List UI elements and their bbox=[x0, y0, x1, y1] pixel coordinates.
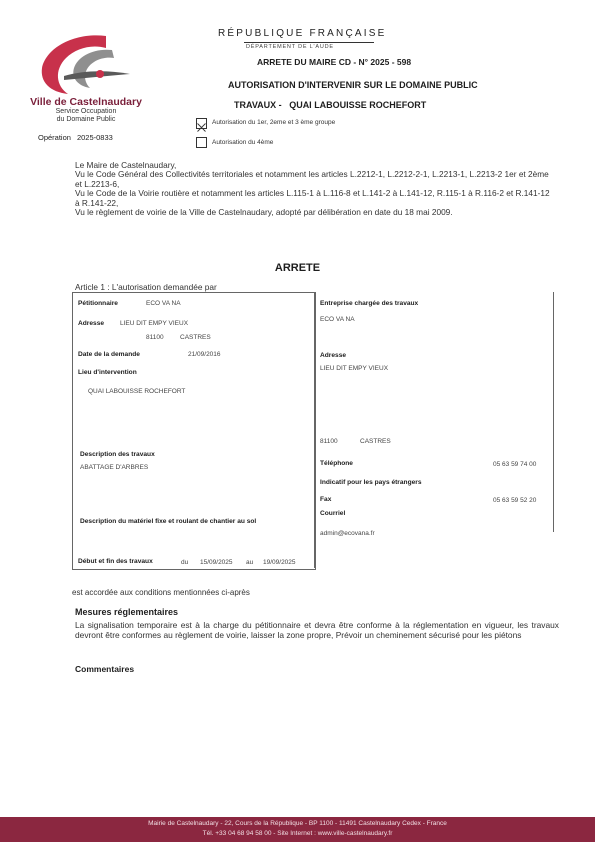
adresse-label: Adresse bbox=[78, 320, 105, 327]
date-demande-value: 21/09/2016 bbox=[188, 351, 221, 358]
check-mark-icon bbox=[197, 123, 206, 132]
accord-conditions: est accordée aux conditions mentionnées ci-après bbox=[72, 588, 250, 597]
preamble-line: Le Maire de Castelnaudary, bbox=[75, 160, 177, 170]
logo-arc-grey-icon bbox=[73, 50, 114, 88]
mesures-title: Mesures réglementaires bbox=[75, 607, 179, 617]
courriel-value: admin@ecovana.fr bbox=[320, 530, 375, 537]
telephone-value: 05 63 59 74 00 bbox=[493, 461, 537, 468]
mesures-text: La signalisation temporaire est à la charge du pétitionnaire et devra être conforme à la réglementation en vigueur, les travaux devront être conformes au règlement de voirie, laisser la zone propre, Prévoir un cheminement sécurisé pour les piétons bbox=[75, 620, 559, 640]
checkbox-groupe-4[interactable] bbox=[196, 137, 207, 148]
fax-value: 05 63 59 52 20 bbox=[493, 497, 537, 504]
republique-francaise: RÉPUBLIQUE FRANÇAISE bbox=[218, 28, 387, 39]
preamble-line: Vu le règlement de voirie de la Ville de Castelnaudary, adopté par délibération en date du 18 mai 2009. bbox=[75, 207, 453, 218]
preamble-line: Vu le Code de la Voirie routière et notamment les articles L.115-1 à L.116-8 et L.141-2 à L.141-12, R.115-1 à R.116-2 et R.141-12 à R.141-22, bbox=[75, 188, 550, 208]
dates-label: Début et fin des travaux bbox=[78, 558, 153, 565]
arrete-number: ARRETE DU MAIRE CD - N° 2025 - 598 bbox=[257, 57, 412, 67]
footer-contact: Tél. +33 04 68 94 58 00 - Site Internet : www.ville-castelnaudary.fr bbox=[202, 830, 393, 837]
footer-address: Mairie de Castelnaudary - 22, Cours de la République - BP 1100 - 11491 Castelnaudary Cedex - France bbox=[148, 820, 447, 827]
checkbox-label-groupe-4: Autorisation du 4ème bbox=[212, 139, 274, 146]
date-demande-label: Date de la demande bbox=[78, 351, 140, 358]
departement: DÉPARTEMENT DE L'AUDE bbox=[246, 44, 334, 50]
entreprise-adresse-label: Adresse bbox=[320, 352, 347, 359]
article-intro: Article 1 : L'autorisation demandée par bbox=[75, 282, 217, 292]
header-divider bbox=[244, 42, 374, 43]
courriel-label: Courriel bbox=[320, 510, 346, 517]
commentaires-title: Commentaires bbox=[75, 664, 135, 674]
lieu-intervention-value: QUAI LABOUISSE ROCHEFORT bbox=[88, 388, 186, 395]
date-start: 15/09/2025 bbox=[200, 559, 233, 566]
date-end: 19/09/2025 bbox=[263, 559, 296, 566]
description-travaux-value: ABATTAGE D'ARBRES bbox=[80, 464, 149, 471]
description-travaux-label: Description des travaux bbox=[80, 451, 155, 458]
logo-arc-red-icon bbox=[42, 35, 106, 94]
service-line-2: du Domaine Public bbox=[56, 116, 116, 123]
telephone-label: Téléphone bbox=[320, 460, 353, 467]
indicatif-label: Indicatif pour les pays étrangers bbox=[320, 479, 422, 486]
form-divider bbox=[314, 292, 315, 568]
arrete-heading: ARRETE bbox=[274, 262, 321, 274]
fax-label: Fax bbox=[320, 496, 332, 503]
form-right-border bbox=[553, 292, 554, 532]
adresse-ville: CASTRES bbox=[180, 334, 211, 341]
operation-number bbox=[38, 133, 119, 142]
travaux-location: QUAI LABOUISSE ROCHEFORT bbox=[289, 100, 427, 110]
preamble-line: Vu le Code Général des Collectivités territoriales et notamment les articles L.2212-1, L.2212-2-1, L.2213-1, L.2213-2 1er et 2ème et L.2213-6, bbox=[75, 169, 549, 189]
operation-label: Opération bbox=[38, 133, 71, 142]
adresse-value: LIEU DIT EMPY VIEUX bbox=[120, 320, 189, 327]
preamble bbox=[75, 161, 553, 217]
dates-au: au bbox=[246, 559, 254, 566]
adresse-cp: 81100 bbox=[146, 334, 164, 341]
service-line-1: Service Occupation bbox=[55, 108, 117, 115]
lieu-intervention-label: Lieu d'intervention bbox=[78, 369, 137, 376]
travaux-title bbox=[234, 100, 426, 110]
town-name: Ville de Castelnaudary bbox=[30, 96, 142, 108]
entreprise-ville: CASTRES bbox=[360, 438, 391, 445]
service-name bbox=[30, 108, 142, 124]
logo-dot-icon bbox=[96, 70, 104, 78]
materiel-label: Description du matériel fixe et roulant de chantier au sol bbox=[80, 518, 257, 525]
castelnaudary-logo bbox=[34, 30, 144, 98]
entreprise-adresse-value: LIEU DIT EMPY VIEUX bbox=[320, 365, 389, 372]
petitionnaire-label: Pétitionnaire bbox=[78, 300, 118, 307]
entreprise-label: Entreprise chargée des travaux bbox=[320, 300, 419, 307]
checkbox-groupes-1-2-3[interactable] bbox=[196, 118, 207, 129]
petitionnaire-value: ECO VA NA bbox=[146, 300, 181, 307]
travaux-label: TRAVAUX - bbox=[234, 100, 282, 110]
entreprise-value: ECO VA NA bbox=[320, 316, 355, 323]
autorisation-title: AUTORISATION D'INTERVENIR SUR LE DOMAINE PUBLIC bbox=[228, 80, 478, 90]
entreprise-cp: 81100 bbox=[320, 438, 338, 445]
checkbox-label-groupes-1-2-3: Autorisation du 1er, 2eme et 3 ème groupe bbox=[212, 119, 336, 126]
operation-value: 2025-0833 bbox=[76, 133, 113, 142]
dates-du: du bbox=[181, 559, 189, 566]
